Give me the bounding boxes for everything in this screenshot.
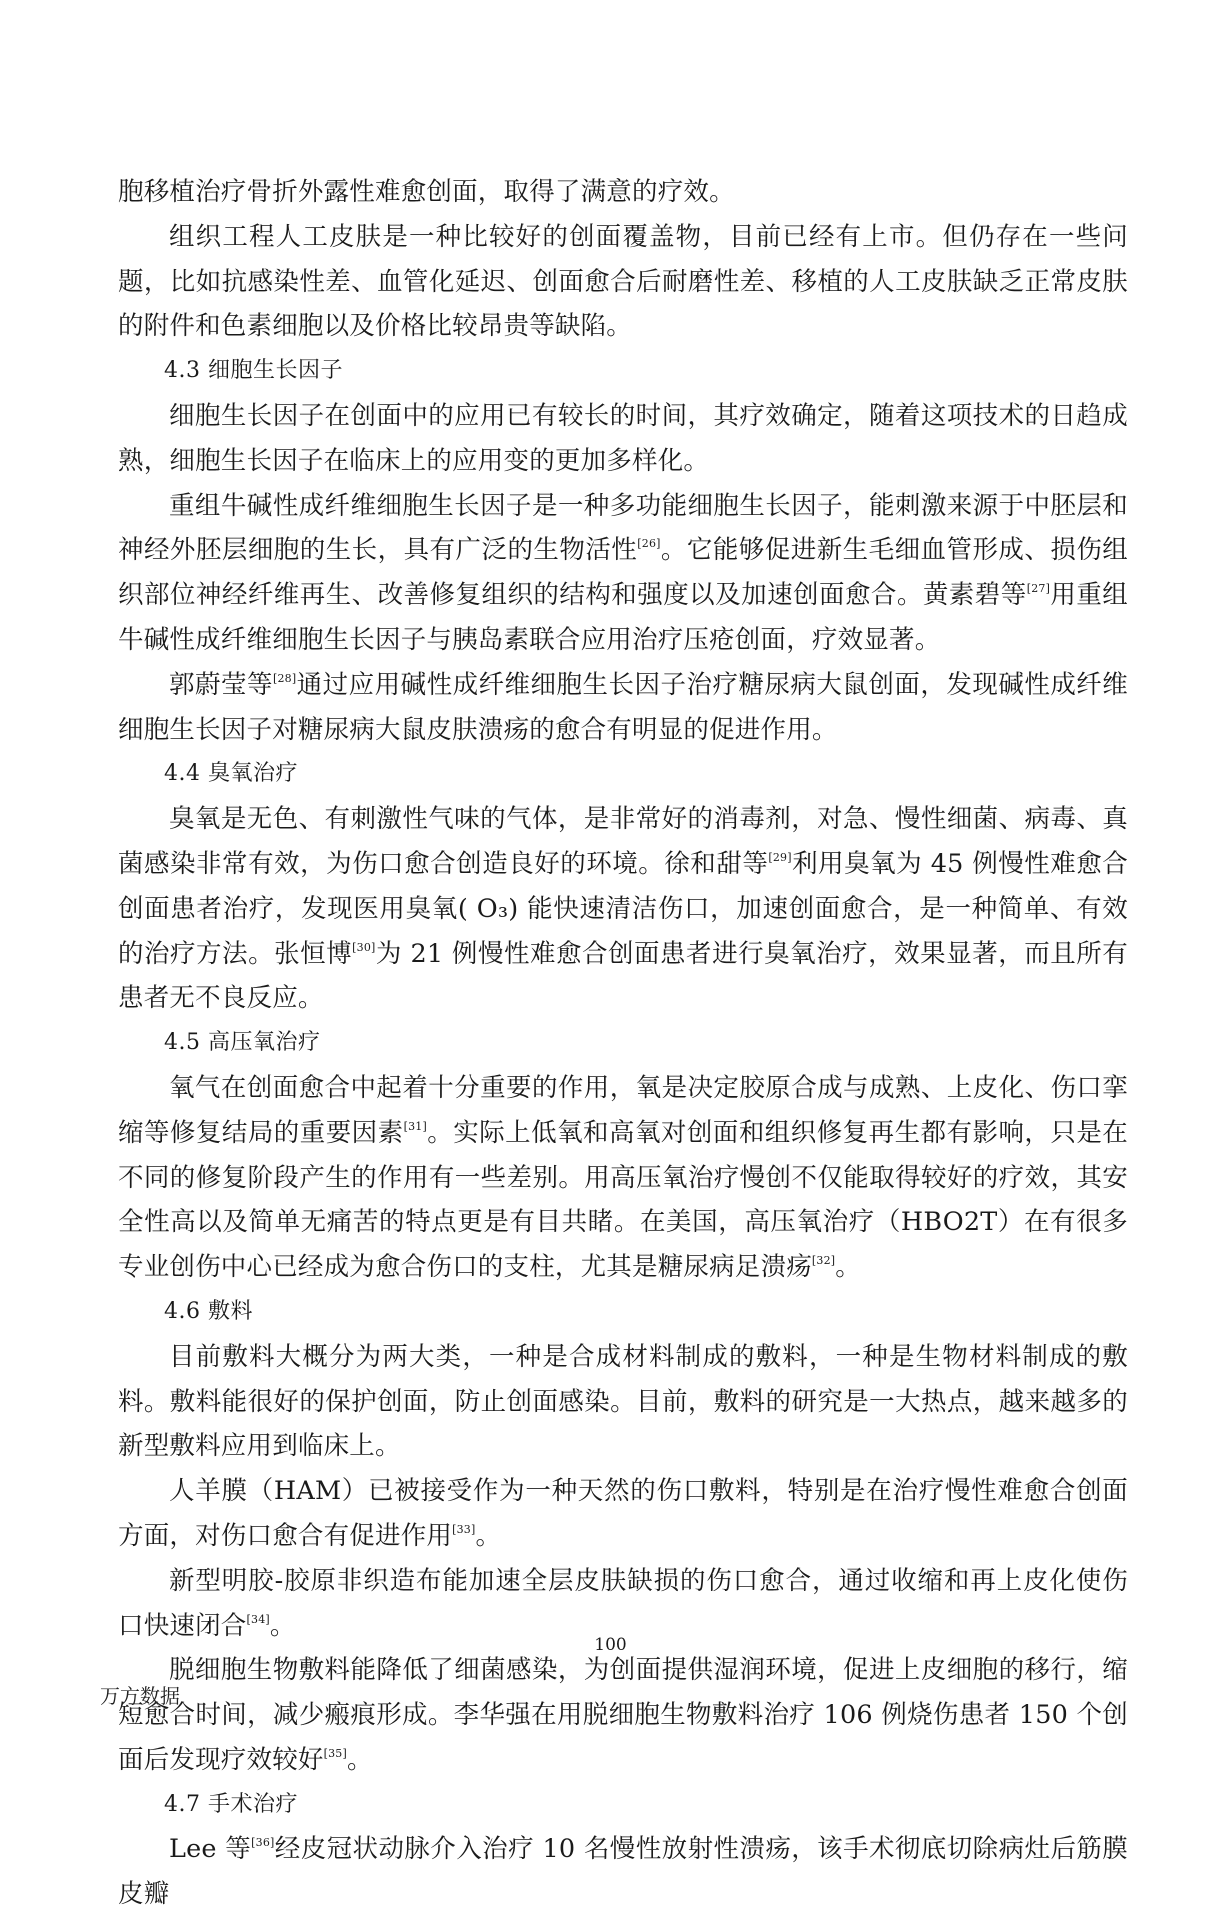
text-run: 经皮冠状动脉介入治疗 10 名慢性放射性溃疡，该手术彻底切除病灶后筋膜皮瓣 <box>118 1834 1128 1910</box>
text-run: 通过应用碱性成纤维细胞生长因子治疗糖尿病大鼠创面，发现碱性成纤维细胞生长因子对糖尿病大鼠皮肤溃疡的愈合有明显的促进作用。 <box>118 669 1128 745</box>
section-heading: 4.6 敷料 <box>164 1298 253 1324</box>
paragraph <box>118 484 1128 663</box>
citation-ref: [28] <box>272 671 297 685</box>
text-run: 新型明胶-胶原非织造布能加速全层皮肤缺损的伤口愈合，通过收缩和再上皮化使伤口快速闭合 <box>118 1565 1128 1641</box>
text-run: 。 <box>347 1744 373 1775</box>
paragraph <box>118 663 1128 753</box>
citation-ref: [29] <box>768 850 792 864</box>
text-run: 氧气在创面愈合中起着十分重要的作用，氧是决定胶原合成与成熟、上皮化、伤口挛缩等修复结局的重要因素 <box>118 1072 1128 1148</box>
text-run: 郭蔚莹等 <box>169 669 273 700</box>
text-run: 。 <box>475 1520 502 1551</box>
text-run: 利用臭氧为 45 例慢性难愈合创面患者治疗，发现医用臭氧( O₃) 能快速清洁伤口，加速创面愈合，是一种简单、有效的治疗方法。张恒博 <box>118 848 1128 969</box>
text-run: 重组牛碱性成纤维细胞生长因子是一种多功能细胞生长因子，能刺激来源于中胚层和神经外胚层细胞的生长，具有广泛的生物活性 <box>118 490 1128 566</box>
citation-ref: [26] <box>637 537 661 551</box>
paragraph <box>118 1827 1128 1917</box>
text-run: 人羊膜（HAM）已被接受作为一种天然的伤口敷料，特别是在治疗慢性难愈合创面方面，对伤口愈合有促进作用 <box>118 1476 1128 1551</box>
paragraph <box>118 1066 1128 1290</box>
text-run: Lee 等 <box>169 1834 252 1865</box>
text-run: 为 21 例慢性难愈合创面患者进行臭氧治疗，效果显著，而且所有患者无不良反应。 <box>118 938 1128 1014</box>
paragraph: 目前敷料大概分为两大类，一种是合成材料制成的敷料，一种是生物材料制成的敷料。敷料能很好的保护创面，防止创面感染。目前，敷料的研究是一大热点，越来越多的新型敷料应用到临床上。 <box>118 1341 1128 1462</box>
text-run: 。 <box>269 1610 296 1641</box>
citation-ref: [34] <box>246 1612 270 1626</box>
text-run: 臭氧是无色、有刺激性气味的气体，是非常好的消毒剂，对急、慢性细菌、病毒、真菌感染非常有效，为伤口愈合创造良好的环境。徐和甜等 <box>118 804 1128 879</box>
section-heading: 4.3 细胞生长因子 <box>164 358 343 384</box>
section-heading: 4.7 手术治疗 <box>164 1791 298 1817</box>
paragraph: 细胞生长因子在创面中的应用已有较长的时间，其疗效确定，随着这项技术的日趋成熟，细胞生长因子在临床上的应用变的更加多样化。 <box>118 400 1128 476</box>
text-run: 。 <box>835 1252 861 1283</box>
paragraph <box>118 1648 1128 1782</box>
page-number: 100 <box>594 1635 627 1655</box>
citation-ref: [30] <box>352 940 376 954</box>
paragraph: 胞移植治疗骨折外露性难愈创面，取得了满意的疗效。 <box>118 177 735 207</box>
citation-ref: [32] <box>811 1254 836 1268</box>
citation-ref: [35] <box>323 1746 347 1760</box>
text-run: 。它能够促进新生毛细血管形成、损伤组织部位神经纤维再生、改善修复组织的结构和强度以及加速创面愈合。黄素碧等 <box>118 535 1128 611</box>
citation-ref: [36] <box>251 1836 275 1850</box>
text-run: 脱细胞生物敷料能降低了细菌感染，为创面提供湿润环境，促进上皮细胞的移行，缩短愈合时间，减少瘢痕形成。李华强在用脱细胞生物敷料治疗 106 例烧伤患者 150 个创面后发现疗效较好 <box>118 1655 1128 1775</box>
text-run: 。实际上低氧和高氧对创面和组织修复再生都有影响，只是在不同的修复阶段产生的作用有一些差别。用高压氧治疗慢创不仅能取得较好的疗效，其安全性高以及简单无痛苦的特点更是有目共睹。在美国，高压氧治疗（HBO2T）在有很多专业创伤中心已经成为愈合伤口的支柱，尤其是糖尿病足溃疡 <box>118 1117 1129 1283</box>
text-run: 用重组牛碱性成纤维细胞生长因子与胰岛素联合应用治疗压疮创面，疗效显著。 <box>118 580 1128 655</box>
section-heading: 4.4 臭氧治疗 <box>164 761 298 787</box>
section-heading: 4.5 高压氧治疗 <box>164 1030 321 1056</box>
watermark-label: 万方数据 <box>100 1684 180 1708</box>
paragraph <box>118 1469 1128 1559</box>
citation-ref: [31] <box>403 1119 427 1133</box>
citation-ref: [27] <box>1026 582 1051 596</box>
citation-ref: [33] <box>452 1522 476 1536</box>
paragraph <box>118 797 1128 1021</box>
paragraph: 组织工程人工皮肤是一种比较好的创面覆盖物，目前已经有上市。但仍存在一些问题，比如抗感染性差、血管化延迟、创面愈合后耐磨性差、移植的人工皮肤缺乏正常皮肤的附件和色素细胞以及价格比较昂贵等缺陷。 <box>118 221 1128 342</box>
